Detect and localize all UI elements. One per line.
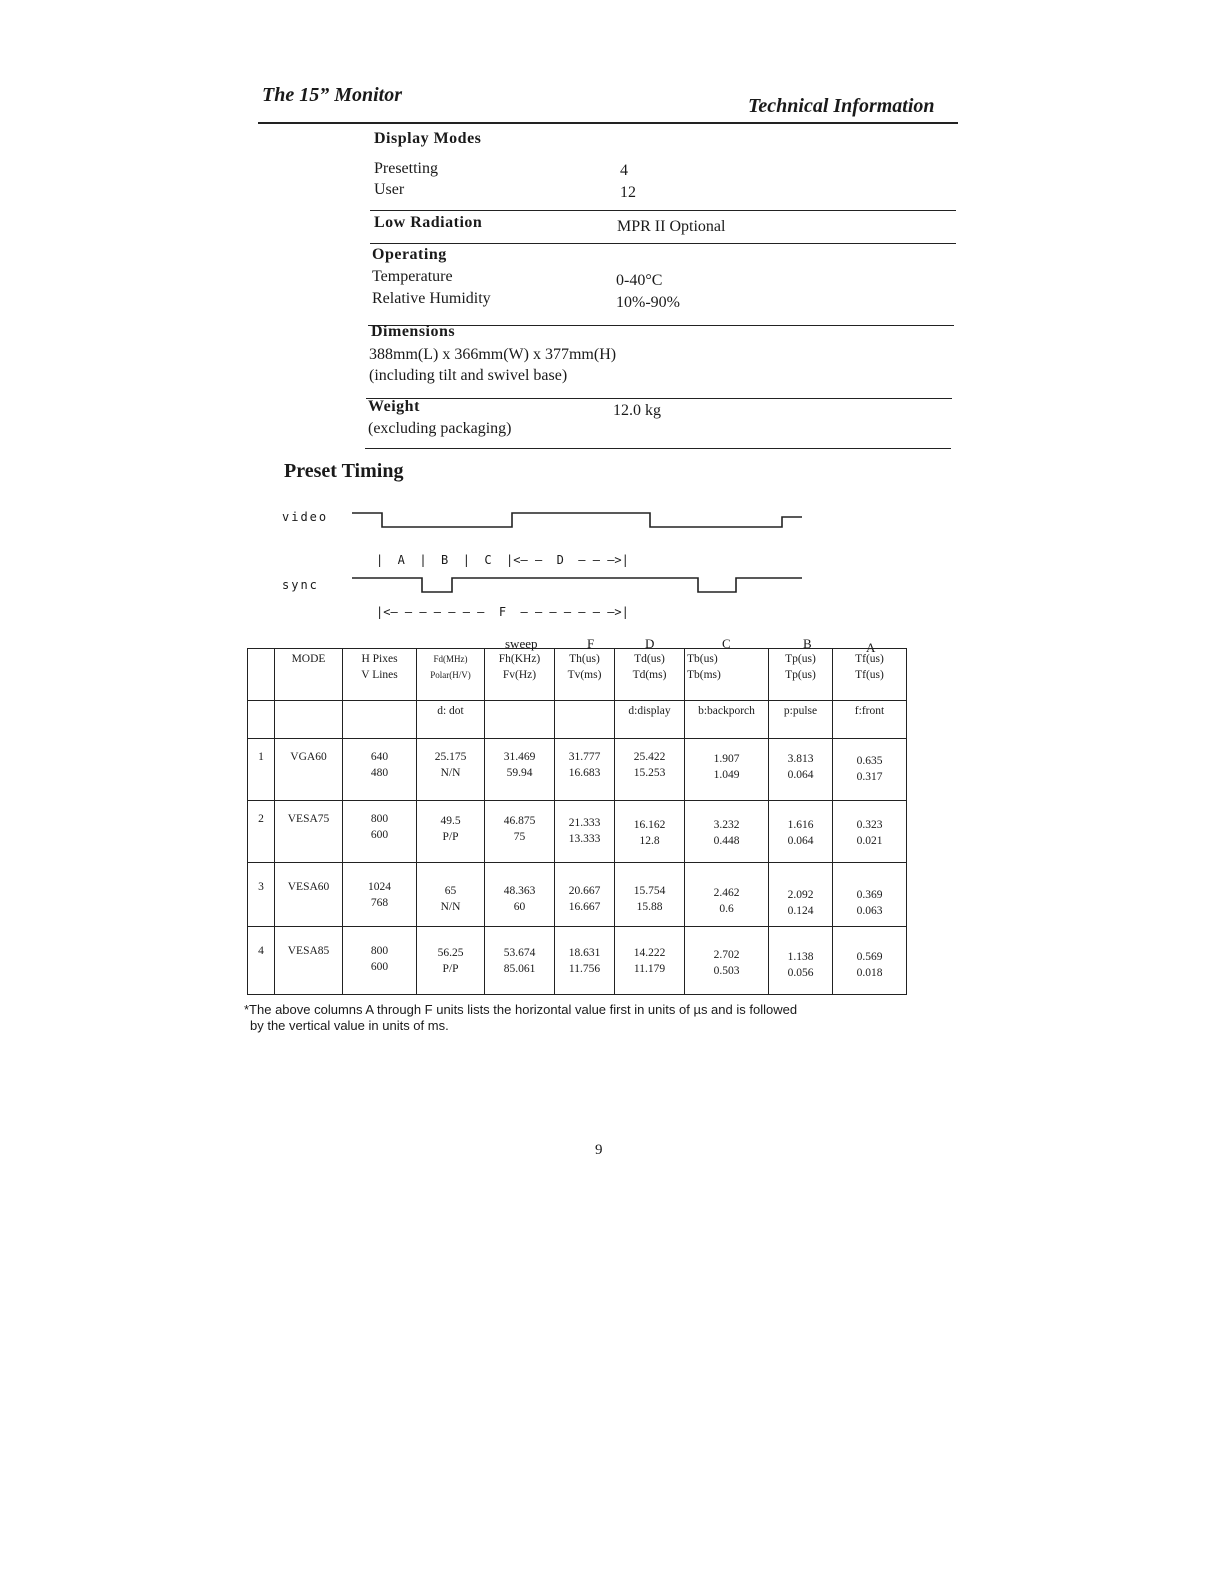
table-cell: 2 xyxy=(248,801,275,863)
table-cell xyxy=(343,801,417,863)
cell-value: d:display xyxy=(628,705,671,717)
cell-value: Td(us) xyxy=(634,653,665,665)
legend-pulse xyxy=(769,701,833,739)
table-cell xyxy=(275,701,343,739)
cell-value: 16.683 xyxy=(568,767,601,779)
header-left-title: The 15” Monitor xyxy=(262,84,403,106)
cell-value: H Pixes xyxy=(361,653,398,665)
legend-front xyxy=(833,701,907,739)
cell-value: b:backporch xyxy=(698,705,755,717)
cell-value: 11.179 xyxy=(633,963,666,975)
cell-value: Polar(H/V) xyxy=(430,670,471,680)
cell-value: P/P xyxy=(442,831,459,843)
cell-value: 31.777 xyxy=(568,751,601,763)
temperature-value: 0-40°C xyxy=(616,272,663,289)
humidity-label: Relative Humidity xyxy=(372,290,491,307)
cell-value: 0.064 xyxy=(787,769,814,781)
section-rule xyxy=(370,210,956,211)
cell-value: 15.253 xyxy=(633,767,666,779)
cell-value: 1.049 xyxy=(713,769,740,781)
table-cell xyxy=(417,927,485,995)
cell-value: 0.317 xyxy=(856,771,883,783)
user-value: 12 xyxy=(620,184,636,201)
cell-value: 800 xyxy=(370,813,389,825)
page-number: 9 xyxy=(595,1142,603,1158)
cell-value: 600 xyxy=(370,829,389,841)
header-mode xyxy=(275,649,343,701)
cell-value: 0.635 xyxy=(856,755,883,767)
cell-value: 25.175 xyxy=(434,751,467,763)
cell-value: 0.064 xyxy=(787,835,814,847)
section-rule xyxy=(370,243,956,244)
table-cell xyxy=(555,701,615,739)
cell-value: 0.018 xyxy=(856,967,883,979)
cell-value: Tb(ms) xyxy=(687,669,721,681)
cell-value: 640 xyxy=(370,751,389,763)
preset-timing-heading: Preset Timing xyxy=(284,460,404,482)
timing-table xyxy=(247,648,907,995)
user-label: User xyxy=(374,181,405,198)
table-row xyxy=(248,739,907,801)
header-pixels xyxy=(343,649,417,701)
cell-value: 48.363 xyxy=(503,885,536,897)
cell-value: 600 xyxy=(370,961,389,973)
cell-value: 0.056 xyxy=(787,967,814,979)
cell-value: 85.061 xyxy=(503,963,536,975)
cell-value: 2.462 xyxy=(713,887,740,899)
table-cell: VESA75 xyxy=(275,801,343,863)
cell-value: 480 xyxy=(370,767,389,779)
cell-value: 1024 xyxy=(368,881,391,893)
operating-heading: Operating xyxy=(372,246,447,263)
table-cell xyxy=(615,801,685,863)
header-td xyxy=(615,649,685,701)
cell-value: 46.875 xyxy=(503,815,536,827)
table-cell xyxy=(417,739,485,801)
col-label-d: D xyxy=(645,636,655,651)
table-row xyxy=(248,801,907,863)
cell-value: 0.569 xyxy=(856,951,883,963)
table-cell xyxy=(769,863,833,927)
cell-value: Td(ms) xyxy=(632,669,667,681)
table-legend-row xyxy=(248,701,907,739)
table-cell xyxy=(615,863,685,927)
cell-value: 21.333 xyxy=(568,817,601,829)
table-cell xyxy=(485,927,555,995)
header-right-title: Technical Information xyxy=(748,95,935,117)
table-cell: VESA60 xyxy=(275,863,343,927)
cell-value: 2.702 xyxy=(713,949,740,961)
table-cell xyxy=(343,927,417,995)
weight-note: (excluding packaging) xyxy=(368,420,512,437)
table-cell: 3 xyxy=(248,863,275,927)
timing-segments-row: | A | B | C |<— — D — — —>| xyxy=(376,553,629,567)
cell-value: 56.25 xyxy=(437,947,464,959)
table-cell xyxy=(833,739,907,801)
sync-label: sync xyxy=(282,578,319,592)
table-cell: VGA60 xyxy=(275,739,343,801)
cell-value: Tf(us) xyxy=(855,653,884,665)
cell-value: 3.813 xyxy=(787,753,814,765)
cell-value: 768 xyxy=(370,897,389,909)
cell-value: 2.092 xyxy=(787,889,814,901)
cell-value: 14.222 xyxy=(633,947,666,959)
table-cell xyxy=(343,739,417,801)
table-cell xyxy=(485,801,555,863)
section-rule xyxy=(365,448,951,449)
header-th xyxy=(555,649,615,701)
table-cell xyxy=(485,863,555,927)
cell-value: 59.94 xyxy=(506,767,533,779)
table-cell xyxy=(833,801,907,863)
header-tf xyxy=(833,649,907,701)
table-cell xyxy=(615,927,685,995)
header-index xyxy=(248,649,275,701)
table-cell xyxy=(248,701,275,739)
cell-value: Tf(us) xyxy=(855,669,884,681)
humidity-value: 10%-90% xyxy=(616,294,680,311)
cell-value: 12.8 xyxy=(639,835,660,847)
header-tp xyxy=(769,649,833,701)
cell-value: Tp(us) xyxy=(785,653,816,665)
cell-value: Fh(KHz) xyxy=(498,653,541,665)
cell-value: N/N xyxy=(440,767,461,779)
weight-value: 12.0 kg xyxy=(613,402,661,419)
col-label-sweep: sweep xyxy=(505,636,538,651)
table-cell xyxy=(343,701,417,739)
table-cell: VESA85 xyxy=(275,927,343,995)
cell-value: Tb(us) xyxy=(687,653,718,665)
table-footnote-line2: by the vertical value in units of ms. xyxy=(250,1018,449,1033)
cell-value: Fv(Hz) xyxy=(502,669,537,681)
table-cell xyxy=(685,927,769,995)
cell-value: 3.232 xyxy=(713,819,740,831)
table-cell xyxy=(485,739,555,801)
table-cell xyxy=(343,863,417,927)
table-cell: 1 xyxy=(248,739,275,801)
cell-value: f:front xyxy=(854,705,885,717)
cell-value: 0.323 xyxy=(856,819,883,831)
table-cell xyxy=(555,739,615,801)
table-row xyxy=(248,863,907,927)
weight-label: Weight xyxy=(368,398,420,415)
table-footnote-line1: *The above columns A through F units lists the horizontal value first in units of µs and is followed xyxy=(244,1002,798,1017)
table-cell xyxy=(417,801,485,863)
cell-value: 60 xyxy=(513,901,526,913)
col-label-c: C xyxy=(722,636,731,651)
cell-value: Tp(us) xyxy=(785,669,816,681)
table-cell xyxy=(485,701,555,739)
presetting-label: Presetting xyxy=(374,160,438,177)
cell-value: d: dot xyxy=(437,705,464,717)
header-fd xyxy=(417,649,485,701)
table-cell xyxy=(685,863,769,927)
cell-value: 16.667 xyxy=(568,901,601,913)
table-cell xyxy=(615,739,685,801)
cell-value: V Lines xyxy=(361,669,398,681)
legend-backporch xyxy=(685,701,769,739)
table-cell xyxy=(833,863,907,927)
table-cell xyxy=(555,863,615,927)
cell-value: Th(us) xyxy=(569,653,600,665)
cell-value: 11.756 xyxy=(568,963,601,975)
dimensions-note: (including tilt and swivel base) xyxy=(369,367,568,384)
cell-value: 65 xyxy=(444,885,457,897)
cell-value: 18.631 xyxy=(568,947,601,959)
cell-value: 13.333 xyxy=(568,833,601,845)
table-header-row xyxy=(248,649,907,701)
sync-waveform xyxy=(352,578,802,592)
legend-dot xyxy=(417,701,485,739)
low-radiation-label: Low Radiation xyxy=(374,214,483,231)
cell-value: 0.021 xyxy=(856,835,883,847)
cell-value: 0.448 xyxy=(713,835,740,847)
video-waveform xyxy=(352,513,802,527)
cell-value: 0.503 xyxy=(713,965,740,977)
dimensions-value: 388mm(L) x 366mm(W) x 377mm(H) xyxy=(369,346,617,363)
table-cell xyxy=(685,739,769,801)
cell-value: Fd(MHz) xyxy=(433,654,468,664)
table-cell xyxy=(833,927,907,995)
cell-value: 0.369 xyxy=(856,889,883,901)
cell-value: 800 xyxy=(370,945,389,957)
cell-value: 0.6 xyxy=(719,903,734,915)
table-cell xyxy=(769,739,833,801)
col-label-a: A xyxy=(866,640,876,655)
table-cell xyxy=(685,801,769,863)
low-radiation-value: MPR II Optional xyxy=(617,218,726,235)
timing-frame-row: |<— — — — — — — F — — — — — — —>| xyxy=(376,605,629,619)
cell-value: MODE xyxy=(291,653,326,665)
legend-display xyxy=(615,701,685,739)
cell-value: N/N xyxy=(440,901,461,913)
display-modes-heading: Display Modes xyxy=(374,130,482,147)
cell-value: 31.469 xyxy=(503,751,536,763)
temperature-label: Temperature xyxy=(372,268,453,285)
cell-value: 53.674 xyxy=(503,947,536,959)
col-label-b: B xyxy=(803,636,812,651)
cell-value: 0.063 xyxy=(856,905,883,917)
cell-value: 15.88 xyxy=(636,901,663,913)
section-rule xyxy=(366,398,952,399)
cell-value: 1.138 xyxy=(787,951,814,963)
cell-value: p:pulse xyxy=(783,705,818,717)
cell-value: 1.616 xyxy=(787,819,814,831)
cell-value: 1.907 xyxy=(713,753,740,765)
cell-value: 15.754 xyxy=(633,885,666,897)
cell-value: 0.124 xyxy=(787,905,814,917)
table-row xyxy=(248,927,907,995)
section-rule xyxy=(368,325,954,326)
video-label: video xyxy=(282,510,329,524)
table-cell xyxy=(769,927,833,995)
dimensions-heading: Dimensions xyxy=(371,323,456,340)
cell-value: 49.5 xyxy=(440,815,461,827)
col-label-f: F xyxy=(587,636,595,651)
presetting-value: 4 xyxy=(620,162,628,179)
cell-value: 16.162 xyxy=(633,819,666,831)
header-tb xyxy=(685,649,769,701)
table-cell xyxy=(555,801,615,863)
table-cell xyxy=(769,801,833,863)
cell-value: Tv(ms) xyxy=(567,669,602,681)
cell-value: 75 xyxy=(513,831,526,843)
header-rule xyxy=(258,122,958,124)
table-cell xyxy=(555,927,615,995)
cell-value: 25.422 xyxy=(633,751,666,763)
cell-value: P/P xyxy=(442,963,459,975)
header-fh xyxy=(485,649,555,701)
table-cell: 4 xyxy=(248,927,275,995)
table-cell xyxy=(417,863,485,927)
cell-value: 20.667 xyxy=(568,885,601,897)
